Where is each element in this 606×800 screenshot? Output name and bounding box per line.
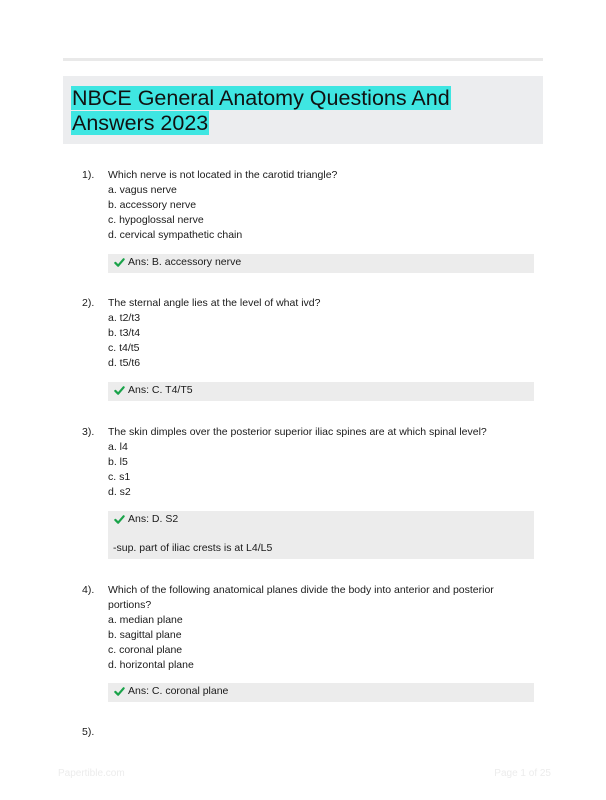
check-icon <box>114 257 125 268</box>
top-divider <box>63 58 543 61</box>
option: c. coronal plane <box>108 644 183 656</box>
answer-row <box>114 384 193 396</box>
check-icon <box>114 514 125 525</box>
options-list <box>108 311 140 371</box>
question-number: 4). <box>82 584 95 596</box>
options-list <box>108 613 194 673</box>
option: a. l4 <box>108 441 128 453</box>
answer-text: Ans: C. T4/T5 <box>128 384 193 396</box>
footer-watermark: Papertible.com <box>58 768 125 779</box>
check-icon <box>114 686 125 697</box>
answer-box <box>108 511 534 559</box>
page-number: Page 1 of 25 <box>494 768 551 779</box>
question-text: The skin dimples over the posterior superior iliac spines are at which spinal level? <box>108 426 487 438</box>
options-list <box>108 183 242 243</box>
answer-row <box>114 256 241 268</box>
option: b. t3/t4 <box>108 327 141 339</box>
answer-text: Ans: C. coronal plane <box>128 685 229 697</box>
title-banner <box>63 76 543 144</box>
option: d. t5/t6 <box>108 357 141 369</box>
option: d. cervical sympathetic chain <box>108 229 243 241</box>
answer-box <box>108 382 534 401</box>
question-text: Which nerve is not located in the carotid triangle? <box>108 169 338 181</box>
check-icon <box>114 385 125 396</box>
answer-box <box>108 683 534 702</box>
answer-text: Ans: D. S2 <box>128 513 179 525</box>
option: a. median plane <box>108 614 183 626</box>
question-number: 2). <box>82 297 95 309</box>
answer-row <box>114 513 178 525</box>
option: a. t2/t3 <box>108 312 141 324</box>
answer-note: -sup. part of iliac crests is at L4/L5 <box>113 542 273 554</box>
option: a. vagus nerve <box>108 184 177 196</box>
option: d. s2 <box>108 486 131 498</box>
option: b. l5 <box>108 456 128 468</box>
option: b. accessory nerve <box>108 199 197 211</box>
option: c. t4/t5 <box>108 342 140 354</box>
question-text: The sternal angle lies at the level of what ivd? <box>108 297 321 309</box>
options-list <box>108 440 131 500</box>
option: b. sagittal plane <box>108 629 182 641</box>
option: d. horizontal plane <box>108 659 194 671</box>
question-number: 5). <box>82 726 95 738</box>
option: c. s1 <box>108 471 131 483</box>
answer-box <box>108 254 534 273</box>
question-number: 3). <box>82 426 95 438</box>
option: c. hypoglossal nerve <box>108 214 204 226</box>
question-number: 1). <box>82 169 95 181</box>
answer-text: Ans: B. accessory nerve <box>128 256 242 268</box>
page-title: NBCE General Anatomy Questions And Answers 2023 <box>72 86 450 135</box>
question-text: Which of the following anatomical planes divide the body into anterior and posterior portions? <box>108 584 494 611</box>
answer-row <box>114 685 228 697</box>
